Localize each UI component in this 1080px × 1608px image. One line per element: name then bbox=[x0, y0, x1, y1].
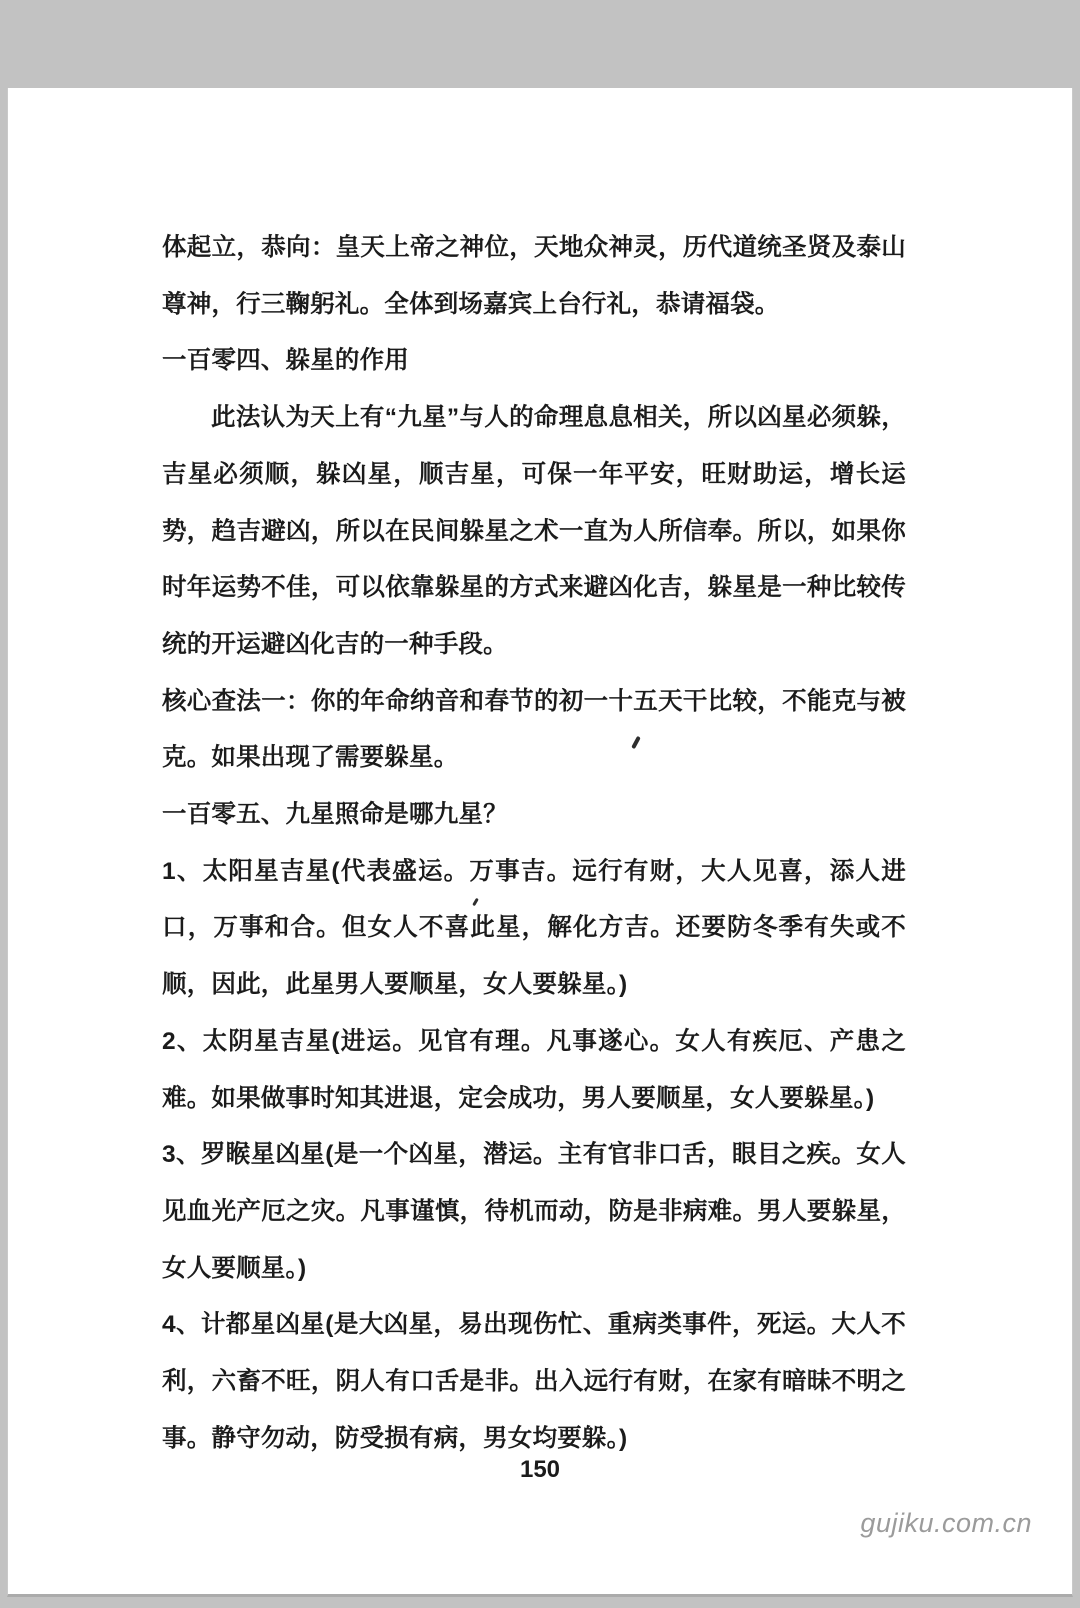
section-heading-105: 一百零五、九星照命是哪九星？ bbox=[162, 801, 508, 829]
list-item-star-3: 3、罗睺星凶星(是一个凶星，潜运。主有官非口舌，眼目之疾。女人见血光产厄之灾。凡事谨慎，待机而动，防是非病难。男人要躲星，女人要顺星。) bbox=[162, 1141, 906, 1282]
document-page bbox=[7, 88, 1073, 1597]
paragraph-nine-stars-intro: 此法认为天上有“九星”与人的命理息息相关，所以凶星必须躲，吉星必须顺，躲凶星，顺吉星，可保一年平安，旺财助运，增长运势，趋吉避凶，所以在民间躲星之术一直为人所信奉。所以，如果你时年运势不佳，可以依靠躲星的方式来避凶化吉，躲星是一种比较传统的开运避凶化吉的一种手段。 bbox=[162, 404, 906, 658]
list-item-star-1: 1、太阳星吉星(代表盛运。万事吉。远行有财，大人见喜，添人进口，万事和合。但女人不喜此星，解化方吉。还要防冬季有失或不顺，因此，此星男人要顺星，女人要躲星。) bbox=[162, 857, 906, 999]
paragraph-core-method: 核心查法一：你的年命纳音和春节的初一十五天干比较，不能克与被克。如果出现了需要躲星。 bbox=[162, 687, 906, 772]
list-item-star-4: 4、计都星凶星(是大凶星，易出现伤忙、重病类事件，死运。大人不利，六畜不旺，阴人有口舌是非。出入远行有财，在家有暗昧不明之事。静守勿动，防受损有病，男女均要躲。) bbox=[162, 1311, 906, 1452]
document-text-block bbox=[162, 220, 906, 1467]
section-heading-104: 一百零四、躲星的作用 bbox=[162, 347, 409, 375]
page-number: 150 bbox=[519, 1456, 561, 1483]
watermark: gujiku.com.cn bbox=[860, 1508, 1032, 1538]
list-item-star-2: 2、太阴星吉星(进运。见官有理。凡事遂心。女人有疾厄、产患之难。如果做事时知其进退，定会成功，男人要顺星，女人要躲星。) bbox=[162, 1027, 906, 1112]
paragraph-continued: 体起立，恭向：皇天上帝之神位，天地众神灵，历代道统圣贤及泰山尊神，行三鞠躬礼。全体到场嘉宾上台行礼，恭请福袋。 bbox=[162, 234, 906, 318]
